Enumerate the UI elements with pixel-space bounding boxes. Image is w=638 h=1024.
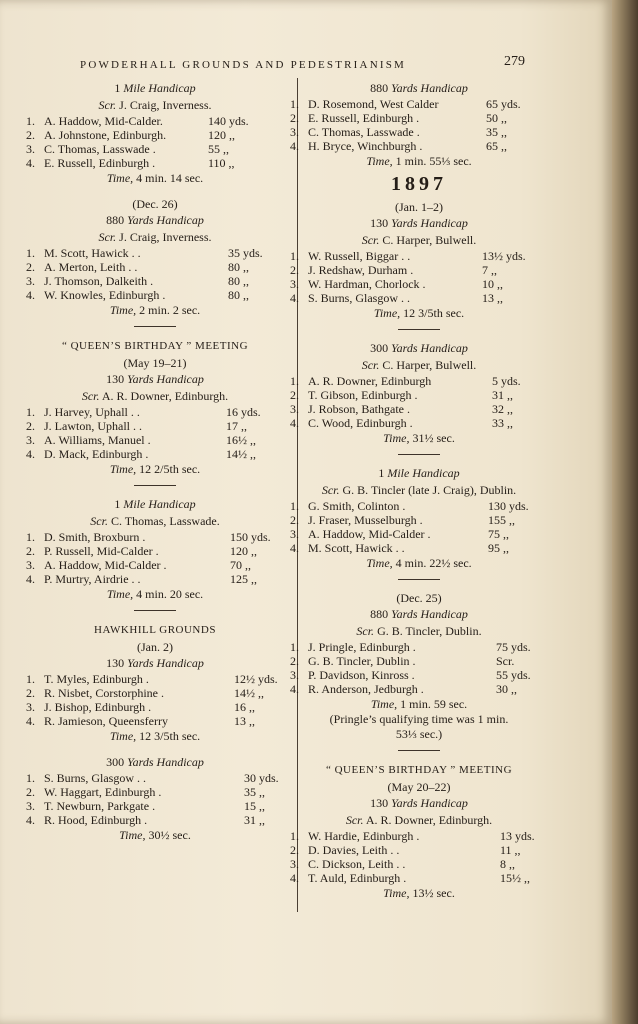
result-pos: 1. <box>290 374 299 388</box>
event-left-4 <box>26 496 284 602</box>
result-pos: 3. <box>290 402 299 416</box>
result-mark: 120 ,, <box>230 544 257 558</box>
result-pos: 3. <box>290 125 299 139</box>
result-row <box>290 388 548 402</box>
meeting-date: (May 19–21) <box>123 356 187 370</box>
event-right-5 <box>290 590 548 742</box>
meeting-title: “ QUEEN’S BIRTHDAY ” MEETING <box>325 764 513 776</box>
event-date: (Jan. 1–2) <box>395 200 443 214</box>
result-name: M. Scott, Hawick . . <box>44 246 141 260</box>
event-time: Time, 4 min. 14 sec. <box>106 171 204 185</box>
event-right-3 <box>290 340 548 446</box>
scratch-line: Scr. C. Thomas, Lasswade. <box>90 514 220 528</box>
result-mark: 80 ,, <box>228 288 249 302</box>
result-row <box>26 274 284 288</box>
section-rule <box>134 485 176 486</box>
scratch-line: Scr. A. R. Downer, Edinburgh. <box>81 389 229 403</box>
result-name: W. Russell, Biggar . . <box>308 249 411 263</box>
result-name: T. Auld, Edinburgh . <box>308 871 407 885</box>
result-pos: 2. <box>26 128 35 142</box>
result-mark: 75 ,, <box>488 527 509 541</box>
result-name: E. Russell, Edinburgh . <box>308 111 420 125</box>
event-left-6 <box>26 754 284 843</box>
event-note: 53⅓ sec.) <box>395 727 443 741</box>
result-mark: 130 yds. <box>488 499 529 513</box>
result-name: R. Anderson, Jedburgh . <box>308 682 424 696</box>
book-spine <box>612 0 638 1024</box>
event-title: 880 Yards Handicap <box>370 607 468 621</box>
scratch-line: Scr. J. Craig, Inverness. <box>98 98 212 112</box>
event-time: Time, 2 min. 2 sec. <box>109 303 201 317</box>
result-pos: 3. <box>26 274 35 288</box>
results-list <box>26 405 284 461</box>
result-row <box>290 277 548 291</box>
event-title: 130 Yards Handicap <box>106 656 204 670</box>
result-name: S. Burns, Glasgow . . <box>308 291 411 305</box>
result-pos: 3. <box>26 558 35 572</box>
event-right-2 <box>290 199 548 321</box>
event-title: 300 Yards Handicap <box>370 341 468 355</box>
result-mark: 14½ ,, <box>234 686 264 700</box>
result-name: D. Smith, Broxburn . <box>44 530 146 544</box>
event-date: (Dec. 25) <box>396 591 442 605</box>
result-name: A. Merton, Leith . . <box>44 260 138 274</box>
result-mark: 13 ,, <box>234 714 255 728</box>
result-row <box>290 249 548 263</box>
result-name: P. Davidson, Kinross . <box>308 668 415 682</box>
result-pos: 1. <box>290 640 299 654</box>
result-row <box>26 156 284 170</box>
results-list <box>26 530 284 586</box>
result-name: A. Haddow, Mid-Calder . <box>44 558 167 572</box>
result-name: J. Harvey, Uphall . . <box>44 405 140 419</box>
event-title: 1 Mile Handicap <box>114 81 196 95</box>
section-rule <box>398 454 440 455</box>
scratch-line: Scr. C. Harper, Bulwell. <box>361 233 477 247</box>
result-mark: 50 ,, <box>486 111 507 125</box>
result-pos: 4. <box>290 416 299 430</box>
result-pos: 2. <box>290 263 299 277</box>
result-name: C. Thomas, Lasswade . <box>44 142 156 156</box>
event-time: Time, 4 min. 22½ sec. <box>366 556 472 570</box>
result-name: J. Lawton, Uphall . . <box>44 419 142 433</box>
result-name: M. Scott, Hawick . . <box>308 541 405 555</box>
result-row <box>290 499 548 513</box>
result-name: D. Davies, Leith . . <box>308 843 400 857</box>
result-name: C. Thomas, Lasswade . <box>308 125 420 139</box>
meeting-title: “ QUEEN’S BIRTHDAY ” MEETING <box>61 340 249 352</box>
result-row <box>290 125 548 139</box>
event-left-5 <box>26 655 284 744</box>
result-pos: 4. <box>26 447 35 461</box>
result-pos: 3. <box>26 799 35 813</box>
result-mark: 30 yds. <box>244 771 279 785</box>
event-title: 130 Yards Handicap <box>370 796 468 810</box>
result-name: J. Fraser, Musselburgh . <box>308 513 423 527</box>
result-pos: 1. <box>26 530 35 544</box>
event-time: Time, 12 3/5th sec. <box>109 729 201 743</box>
result-mark: 13 yds. <box>500 829 535 843</box>
scratch-line: Scr. G. B. Tincler (late J. Craig), Dublin. <box>321 483 517 497</box>
result-name: C. Wood, Edinburgh . <box>308 416 413 430</box>
result-row <box>26 771 284 785</box>
result-mark: 125 ,, <box>230 572 257 586</box>
event-time: Time, 30½ sec. <box>119 828 191 842</box>
result-row <box>26 405 284 419</box>
result-row <box>26 799 284 813</box>
event-title: 880 Yards Handicap <box>106 213 204 227</box>
event-right-6 <box>290 795 548 901</box>
event-title: 1 Mile Handicap <box>114 497 196 511</box>
result-mark: 13 ,, <box>482 291 503 305</box>
result-row <box>26 572 284 586</box>
result-row <box>290 97 548 111</box>
result-name: T. Myles, Edinburgh . <box>44 672 149 686</box>
grounds-date: (Jan. 2) <box>137 640 173 654</box>
event-note: (Pringle’s qualifying time was 1 min. <box>329 712 509 726</box>
result-pos: 4. <box>26 714 35 728</box>
results-list <box>26 114 284 170</box>
section-rule <box>398 579 440 580</box>
result-mark: 150 yds. <box>230 530 271 544</box>
result-row <box>290 843 548 857</box>
result-mark: 110 ,, <box>208 156 235 170</box>
result-name: A. Johnstone, Edinburgh. <box>44 128 167 142</box>
result-name: W. Haggart, Edinburgh . <box>44 785 162 799</box>
result-pos: 4. <box>290 291 299 305</box>
result-row <box>290 139 548 153</box>
result-row <box>26 530 284 544</box>
result-row <box>290 871 548 885</box>
scratch-line: Scr. J. Craig, Inverness. <box>98 230 212 244</box>
result-name: C. Dickson, Leith . . <box>308 857 406 871</box>
event-time: Time, 12 3/5th sec. <box>373 306 465 320</box>
result-pos: 4. <box>290 682 299 696</box>
event-time: Time, 13½ sec. <box>383 886 455 900</box>
result-row <box>290 513 548 527</box>
result-row <box>26 558 284 572</box>
section-rule <box>398 329 440 330</box>
result-row <box>26 128 284 142</box>
event-left-2 <box>26 196 284 318</box>
result-mark: 31 ,, <box>492 388 513 402</box>
result-mark: 11 ,, <box>500 843 521 857</box>
result-mark: 13½ yds. <box>482 249 526 263</box>
results-list <box>26 246 284 302</box>
result-pos: 3. <box>26 700 35 714</box>
page-number: 279 <box>504 54 525 69</box>
result-row <box>290 640 548 654</box>
result-mark: 155 ,, <box>488 513 515 527</box>
result-row <box>26 672 284 686</box>
result-pos: 2. <box>290 388 299 402</box>
meeting-date: (May 20–22) <box>387 780 451 794</box>
result-mark: 35 yds. <box>228 246 263 260</box>
result-row <box>26 260 284 274</box>
result-row <box>26 288 284 302</box>
result-name: J. Robson, Bathgate . <box>308 402 410 416</box>
result-mark: 15 ,, <box>244 799 265 813</box>
result-name: R. Jamieson, Queensferry <box>44 714 168 728</box>
result-pos: 3. <box>26 142 35 156</box>
result-pos: 1. <box>26 672 35 686</box>
result-pos: 3. <box>290 857 299 871</box>
result-mark: 10 ,, <box>482 277 503 291</box>
left-column <box>26 80 284 843</box>
result-row <box>290 111 548 125</box>
result-row <box>290 829 548 843</box>
result-pos: 2. <box>26 785 35 799</box>
result-row <box>26 813 284 827</box>
result-mark: 55 ,, <box>208 142 229 156</box>
result-name: S. Burns, Glasgow . . <box>44 771 147 785</box>
result-name: A. Haddow, Mid-Calder . <box>308 527 431 541</box>
result-pos: 1. <box>26 114 35 128</box>
result-name: J. Redshaw, Durham . <box>308 263 414 277</box>
result-pos: 1. <box>290 829 299 843</box>
result-pos: 3. <box>290 668 299 682</box>
results-list <box>290 97 548 153</box>
scratch-line: Scr. G. B. Tincler, Dublin. <box>356 624 482 638</box>
event-left-3 <box>26 371 284 477</box>
result-name: D. Mack, Edinburgh . <box>44 447 149 461</box>
event-left-1 <box>26 80 284 186</box>
result-mark: 33 ,, <box>492 416 513 430</box>
result-mark: 70 ,, <box>230 558 251 572</box>
result-name: J. Pringle, Edinburgh . <box>308 640 416 654</box>
event-date: (Dec. 26) <box>132 197 178 211</box>
result-row <box>26 686 284 700</box>
results-list <box>290 640 548 696</box>
result-pos: 2. <box>290 843 299 857</box>
section-rule <box>134 610 176 611</box>
results-list <box>290 249 548 305</box>
result-mark: 140 yds. <box>208 114 249 128</box>
result-name: J. Thomson, Dalkeith . <box>44 274 154 288</box>
result-pos: 2. <box>26 419 35 433</box>
event-time: Time, 4 min. 20 sec. <box>106 587 204 601</box>
result-mark: 16 ,, <box>234 700 255 714</box>
result-pos: 2. <box>26 544 35 558</box>
result-pos: 4. <box>26 572 35 586</box>
result-mark: 14½ ,, <box>226 447 256 461</box>
result-row <box>290 654 548 668</box>
results-list <box>290 829 548 885</box>
result-pos: 3. <box>26 433 35 447</box>
result-name: R. Hood, Edinburgh . <box>44 813 148 827</box>
result-name: H. Bryce, Winchburgh . <box>308 139 423 153</box>
result-mark: 5 yds. <box>492 374 521 388</box>
result-name: A. Haddow, Mid-Calder. <box>44 114 163 128</box>
result-name: J. Bishop, Edinburgh . <box>44 700 152 714</box>
scratch-line: Scr. A. R. Downer, Edinburgh. <box>345 813 493 827</box>
result-row <box>26 246 284 260</box>
result-pos: 4. <box>290 541 299 555</box>
result-mark: 55 yds. <box>496 668 531 682</box>
result-pos: 3. <box>290 277 299 291</box>
result-pos: 1. <box>26 246 35 260</box>
result-mark: 120 ,, <box>208 128 235 142</box>
result-row <box>290 263 548 277</box>
result-row <box>26 714 284 728</box>
result-mark: Scr. <box>496 654 515 668</box>
result-mark: 31 ,, <box>244 813 265 827</box>
scratch-line: Scr. C. Harper, Bulwell. <box>361 358 477 372</box>
event-right-4 <box>290 465 548 571</box>
result-row <box>26 447 284 461</box>
result-mark: 12½ yds. <box>234 672 278 686</box>
result-name: R. Nisbet, Corstorphine . <box>44 686 164 700</box>
event-title: 130 Yards Handicap <box>106 372 204 386</box>
result-mark: 95 ,, <box>488 541 509 555</box>
event-title: 300 Yards Handicap <box>106 755 204 769</box>
result-pos: 1. <box>290 97 299 111</box>
results-list <box>290 499 548 555</box>
result-name: E. Russell, Edinburgh . <box>44 156 156 170</box>
results-list <box>26 672 284 728</box>
result-pos: 3. <box>290 527 299 541</box>
result-name: A. R. Downer, Edinburgh <box>308 374 432 388</box>
result-name: T. Newburn, Parkgate . <box>44 799 156 813</box>
result-mark: 80 ,, <box>228 274 249 288</box>
result-pos: 1. <box>26 771 35 785</box>
result-row <box>26 419 284 433</box>
result-row <box>290 541 548 555</box>
grounds-title: HAWKHILL GROUNDS <box>94 624 216 636</box>
result-pos: 2. <box>26 686 35 700</box>
result-mark: 16 yds. <box>226 405 261 419</box>
running-head: POWDERHALL GROUNDS AND PEDESTRIANISM <box>80 59 406 71</box>
result-name: P. Murtry, Airdrie . . <box>44 572 141 586</box>
section-rule <box>134 326 176 327</box>
event-right-1 <box>290 80 548 169</box>
result-row <box>290 857 548 871</box>
result-name: W. Knowles, Edinburgh . <box>44 288 166 302</box>
right-column <box>290 80 548 901</box>
result-mark: 65 yds. <box>486 97 521 111</box>
result-mark: 30 ,, <box>496 682 517 696</box>
event-title: 1 Mile Handicap <box>378 466 460 480</box>
result-pos: 4. <box>26 813 35 827</box>
result-mark: 17 ,, <box>226 419 247 433</box>
result-pos: 4. <box>290 139 299 153</box>
event-time: Time, 12 2/5th sec. <box>109 462 201 476</box>
result-name: A. Williams, Manuel . <box>44 433 151 447</box>
result-row <box>26 544 284 558</box>
result-name: P. Russell, Mid-Calder . <box>44 544 159 558</box>
result-pos: 1. <box>290 499 299 513</box>
result-mark: 35 ,, <box>486 125 507 139</box>
result-pos: 2. <box>290 654 299 668</box>
section-rule <box>398 750 440 751</box>
result-row <box>290 291 548 305</box>
event-time: Time, 1 min. 59 sec. <box>370 697 468 711</box>
result-pos: 2. <box>26 260 35 274</box>
result-mark: 35 ,, <box>244 785 265 799</box>
result-mark: 65 ,, <box>486 139 507 153</box>
result-mark: 7 ,, <box>482 263 497 277</box>
result-row <box>290 527 548 541</box>
result-pos: 1. <box>26 405 35 419</box>
result-mark: 32 ,, <box>492 402 513 416</box>
result-mark: 16½ ,, <box>226 433 256 447</box>
event-time: Time, 1 min. 55⅓ sec. <box>366 154 472 168</box>
result-name: W. Hardman, Chorlock . <box>308 277 426 291</box>
result-mark: 8 ,, <box>500 857 515 871</box>
result-pos: 4. <box>26 288 35 302</box>
result-mark: 15½ ,, <box>500 871 530 885</box>
result-row <box>290 682 548 696</box>
result-row <box>290 402 548 416</box>
result-name: D. Rosemond, West Calder <box>308 97 439 111</box>
results-list <box>290 374 548 430</box>
result-row <box>26 142 284 156</box>
results-list <box>26 771 284 827</box>
result-row <box>290 668 548 682</box>
result-row <box>26 700 284 714</box>
result-row <box>26 114 284 128</box>
result-pos: 2. <box>290 513 299 527</box>
result-mark: 80 ,, <box>228 260 249 274</box>
result-row <box>290 416 548 430</box>
result-name: G. Smith, Colinton . <box>308 499 406 513</box>
result-pos: 2. <box>290 111 299 125</box>
result-pos: 4. <box>290 871 299 885</box>
year-heading: 1897 <box>391 173 447 195</box>
result-name: W. Hardie, Edinburgh . <box>308 829 420 843</box>
result-pos: 4. <box>26 156 35 170</box>
result-row <box>26 433 284 447</box>
event-title: 130 Yards Handicap <box>370 216 468 230</box>
result-mark: 75 yds. <box>496 640 531 654</box>
result-row <box>290 374 548 388</box>
result-row <box>26 785 284 799</box>
result-name: G. B. Tincler, Dublin . <box>308 654 416 668</box>
event-time: Time, 31½ sec. <box>383 431 455 445</box>
result-name: T. Gibson, Edinburgh . <box>308 388 418 402</box>
result-pos: 1. <box>290 249 299 263</box>
event-title: 880 Yards Handicap <box>370 81 468 95</box>
